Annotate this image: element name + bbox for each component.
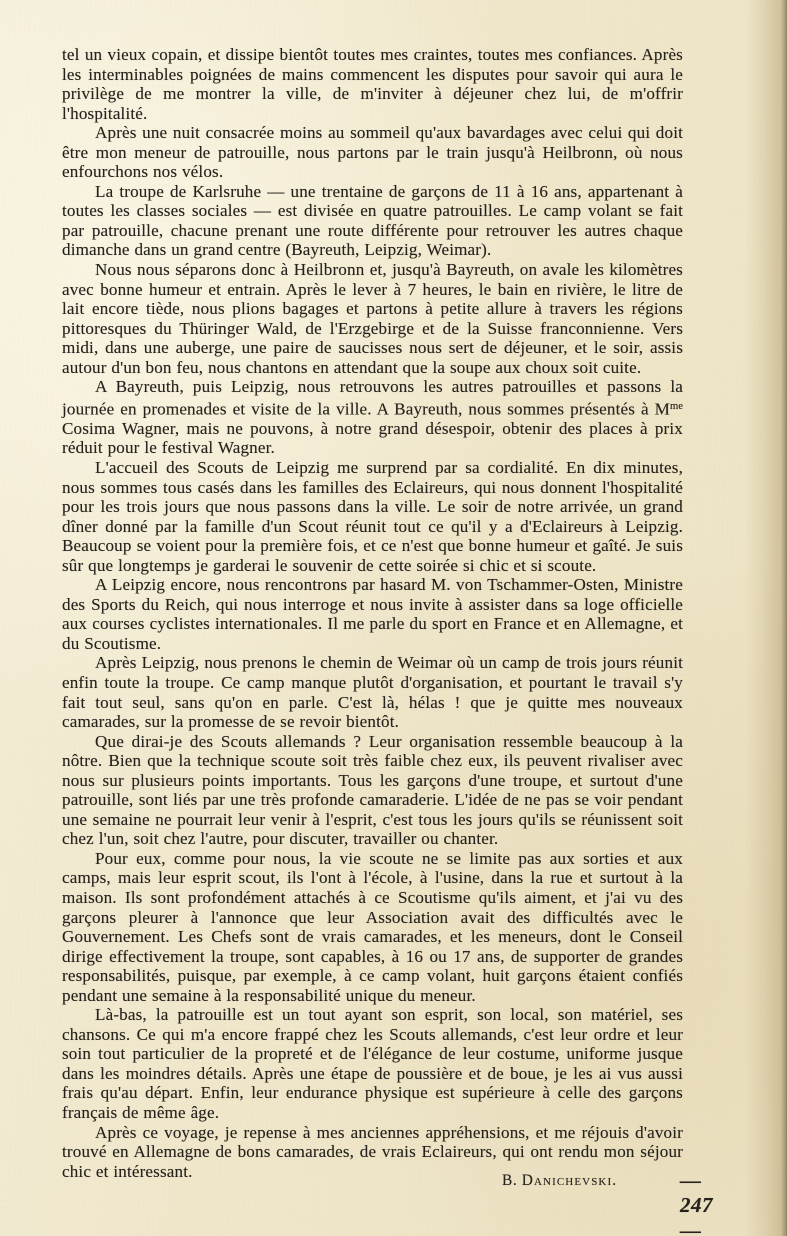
paragraph: A Bayreuth, puis Leipzig, nous retrouvons les autres patrouilles et passons la journée en promenades et visite de la ville. A Bayreuth, nous sommes présentés à $M^{me}$ Cosima Wagner, mais ne pouvons, à notre grand désespoir, obtenir des places à prix réduit pour le festival Wagner.	[62, 377, 683, 458]
paragraph: Après ce voyage, je repense à mes anciennes appréhensions, et me réjouis d'avoir trouvé en Allemagne de bons camarades, de vrais Eclaireurs, qui ont rendu mon séjour chic et intéressant.	[62, 1122, 683, 1181]
paragraph: Là-bas, la patrouille est un tout ayant son esprit, son local, son matériel, ses chansons. Ce qui m'a encore frappé chez les Scouts allemands, c'est leur ordre et leur soin tout particulier de la propreté et de l'élégance de leur costume, uniforme jusque dans les moindres détails. Après une étape de poussière et de boue, je les ai vus aussi frais qu'au départ. Enfin, leur endurance physique est supérieure à celle des garçons français de même âge.	[62, 1005, 683, 1123]
paragraph: Après une nuit consacrée moins au sommeil qu'aux bavardages avec celui qui doit être mon meneur de patrouille, nous partons par le train jusqu'à Heilbronn, où nous enfourchons nos vélos.	[62, 123, 683, 182]
byline-name: Danichevski.	[521, 1172, 618, 1189]
page-footer	[62, 1168, 722, 1236]
paragraph: L'accueil des Scouts de Leipzig me surprend par sa cordialité. En dix minutes, nous sommes tous casés dans les familles des Eclaireurs, qui nous donnent l'hospitalité pour les trois jours que nous passons dans la ville. Le soir de notre arrivée, un grand dîner donné par la famille d'un Scout réunit tout ce qu'il y a d'Eclaireurs à Leipzig. Beaucoup se voient pour la première fois, et ce n'est que bonne humeur et gaîté. Je suis sûr que longtemps je garderai le souvenir de cette soirée si chic et si scoute.	[62, 457, 683, 575]
paragraph: tel un vieux copain, et dissipe bientôt toutes mes craintes, toutes mes confiances. Après les interminables poignées de mains commencent les disputes pour savoir qui aura le privilège de me montrer la ville, de m'inviter à déjeuner chez lui, de m'offrir l'hospitalité.	[62, 45, 683, 123]
paragraph: Nous nous séparons donc à Heilbronn et, jusqu'à Bayreuth, on avale les kilomètres avec bonne humeur et entrain. Après le lever à 7 heures, le bain en rivière, le litre de lait encore tiède, nous plions bagages et partons à petite allure à travers les régions pittoresques du Thüringer Wald, de l'Erzgebirge et de la Suisse franconnienne. Vers midi, dans une auberge, une paire de saucisses nous sert de déjeuner, et le soir, assis autour d'un bon feu, nous chantons en attendant que la soupe aux choux soit cuite.	[62, 260, 683, 377]
paragraph: A Leipzig encore, nous rencontrons par hasard M. von Tschammer-Osten, Ministre des Sports du Reich, qui nous interroge et nous invite à assister dans sa loge officielle aux courses cyclistes internationales. Il me parle du sport en France et en Allemagne, et du Scoutisme.	[62, 575, 683, 653]
author-byline	[502, 1172, 617, 1190]
byline-initial: B.	[502, 1172, 518, 1189]
article-body	[62, 45, 683, 1181]
paragraph: Après Leipzig, nous prenons le chemin de Weimar où un camp de trois jours réunit enfin toute la troupe. Ce camp manque plutôt d'organisation, et pourtant le travail s'y fait tout seul, sans qu'on en parle. C'est là, hélas ! que je quitte mes nouveaux camarades, sur la promesse de se revoir bientôt.	[62, 653, 683, 732]
paragraph: Que dirai-je des Scouts allemands ? Leur organisation ressemble beaucoup à la nôtre. Bien que la technique scoute soit très faible chez eux, ils peuvent rivaliser avec nous sur plusieurs points importants. Tous les garçons d'une troupe, et surtout d'une patrouille, sont liés par une très profonde camaraderie. L'idée de ne pas se voir pendant une semaine ne pourrait leur venir à l'esprit, c'est tous les jours qu'ils se réunissent soit chez l'un, soit chez l'autre, pour discuter, travailler ou chanter.	[62, 731, 683, 849]
page-number: — 247 —	[680, 1168, 713, 1236]
paragraph: Pour eux, comme pour nous, la vie scoute ne se limite pas aux sorties et aux camps, mais leur esprit scout, ils l'ont à l'école, à l'usine, dans la rue et surtout à la maison. Ils sont profondément attachés à ce Scoutisme qu'ils aiment, et j'ai vu des garçons pleurer à l'annonce que leur Association avait des difficultés avec le Gouvernement. Les Chefs sont de vrais camarades, et les meneurs, dont le Conseil dirige effectivement la troupe, sont capables, à 16 ou 17 ans, de supporter de grandes responsabilités, puisque, par exemple, à ce camp volant, huit garçons étaient confiés pendant une semaine à la responsabilité unique du meneur.	[62, 848, 683, 1005]
paragraph: La troupe de Karlsruhe — une trentaine de garçons de 11 à 16 ans, appartenant à toutes les classes sociales — est divisée en quatre patrouilles. Le camp volant se fait par patrouille, chacune prenant une route différente pour retrouver les autres chaque dimanche dans un grand centre (Bayreuth, Leipzig, Weimar).	[62, 181, 683, 260]
